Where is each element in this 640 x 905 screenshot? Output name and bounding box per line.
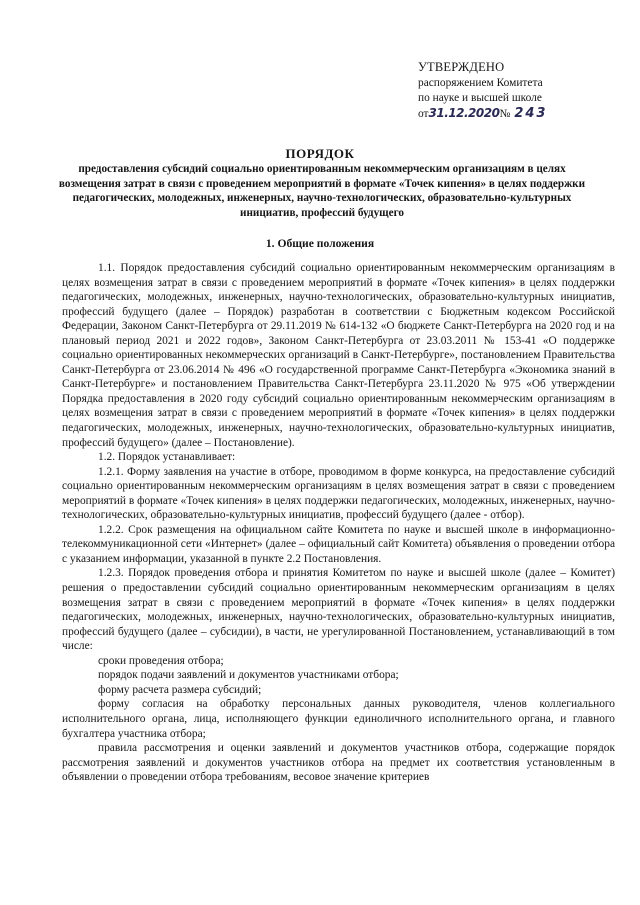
paragraph-1-2-1: 1.2.1. Форму заявления на участие в отборе, проводимом в форме конкурса, на предоставление субсидий социально ориентированным некоммерческим организациям в целях возмещения затрат в связи с проведением мероприятий в формате «Точек кипения» в целях поддержки педагогических, молодежных, инженерных, научно-технологических, образовательно-культурных инициатив, профессий будущего (далее - отбор).	[62, 465, 615, 522]
document-body	[62, 261, 615, 785]
section-heading: 1. Общие положения	[265, 237, 375, 250]
approval-date-number-line	[418, 106, 623, 122]
list-item-calculation: форму расчета размера субсидий;	[98, 683, 262, 696]
list-item-terms: сроки проведения отбора;	[98, 654, 224, 667]
document-subtitle: предоставления субсидий социально ориентированным некоммерческим организациям в целях возмещения затрат в связи с проведением мероприятий в формате «Точек кипения» в целях поддержки педагогических, молодежных, инженерных, научно-технологических, образовательно-культурных инициатив, профессий будущего	[58, 163, 586, 219]
document-title: ПОРЯДОК	[285, 146, 355, 161]
approval-stamp	[418, 60, 623, 122]
from-prefix: от	[418, 108, 429, 120]
approval-line-science: по науке и высшей школе	[418, 92, 542, 104]
paragraph-1-2-3: 1.2.3. Порядок проведения отбора и принятия Комитетом по науке и высшей школе (далее – Комитет) решения о предоставлении субсидий социально ориентированным некоммерческим организациям в целях возмещения затрат в связи с проведением мероприятий в формате «Точек кипения» в целях поддержки педагогических, молодежных, инженерных, научно-технологических, образовательно-культурных инициатив, профессий будущего (далее – субсидии), в части, не урегулированной Постановлением, устанавливающий в том числе:	[62, 567, 615, 653]
handwritten-date: 31.12.2020	[428, 106, 500, 120]
approval-title: УТВЕРЖДЕНО	[418, 60, 505, 74]
list-item-consent: форму согласия на обработку персональных данных руководителя, членов коллегиального исполнительного органа, лица, исполняющего функции единоличного исполнительного органа, и главного бухгалтера участника отбора;	[62, 698, 615, 740]
paragraph-1-1: 1.1. Порядок предоставления субсидий социально ориентированным некоммерческим организациям в целях возмещения затрат в связи с проведением мероприятий в формате «Точек кипения» в целях поддержки педагогических, молодежных, инженерных, научно-технологических, образовательно-культурных инициатив, профессий будущего (далее – Порядок) разработан в соответствии с Бюджетным кодексом Российской Федерации, Законом Санкт-Петербурга от 29.11.2019 № 614-132 «О бюджете Санкт-Петербурга на 2020 год и на плановый период 2021 и 2022 годов», Законом Санкт-Петербурга от 23.03.2011 № 153-41 «О поддержке социально ориентированных некоммерческих организаций в Санкт-Петербурге», постановлением Правительства Санкт-Петербурга от 23.06.2014 № 496 «О государственной программе Санкт-Петербурга «Экономика знаний в Санкт-Петербурге» и постановлением Правительства Санкт-Петербурга 23.11.2020 № 975 «Об утверждении Порядка предоставления в 2020 году субсидий социально ориентированным некоммерческим организациям в целях возмещения затрат в связи с проведением мероприятий в формате «Точек кипения» в целях поддержки педагогических, молодежных, инженерных, научно-технологических, образовательно-культурных инициатив, профессий будущего» (далее – Постановление).	[62, 262, 615, 449]
paragraph-1-2: 1.2. Порядок устанавливает:	[98, 451, 236, 464]
paragraph-1-2-2: 1.2.2. Срок размещения на официальном сайте Комитета по науке и высшей школе в информационно-телекоммуникационной сети «Интернет» (далее – официальный сайт Комитета) объявления о проведении отбора с указанием информации, указанной в пункте 2.2 Постановления.	[62, 523, 615, 565]
handwritten-number: 243	[514, 106, 548, 121]
list-item-rules: правила рассмотрения и оценки заявлений и документов участников отбора, содержащие порядок рассмотрения заявлений и документов участников отбора на предмет их соответствия установленным в объявлении о проведении отбора требованиям, весовое значение критериев	[62, 742, 615, 784]
list-item-submission: порядок подачи заявлений и документов участниками отбора;	[98, 669, 399, 682]
number-prefix: №	[499, 108, 511, 120]
approval-line-committee: распоряжением Комитета	[418, 77, 543, 89]
